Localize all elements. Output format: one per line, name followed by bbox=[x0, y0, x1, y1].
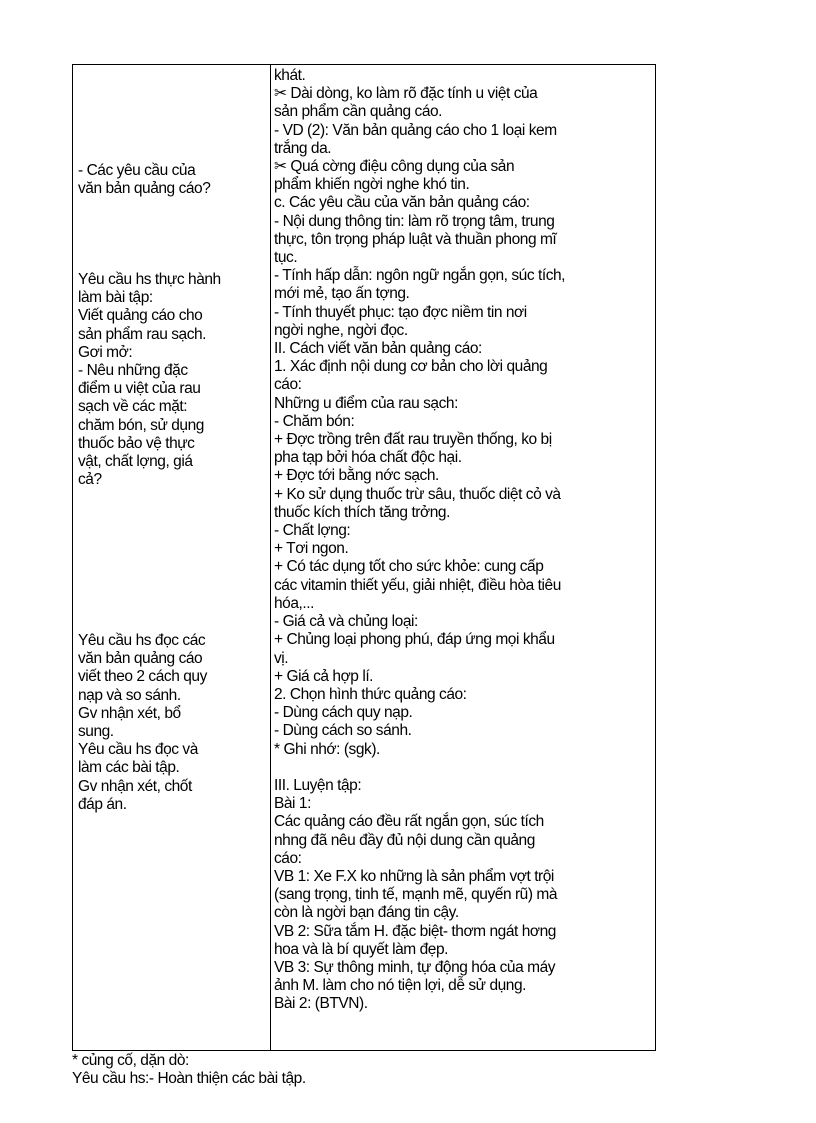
content-text-line: + Đợc trồng trên đất rau truyền thống, ko bị bbox=[274, 431, 552, 449]
left-text-line: Gv nhận xét, chốt bbox=[78, 777, 192, 795]
content-text-line: sản phẩm cần quảng cáo. bbox=[274, 103, 443, 121]
content-text-line: + Chủng loại phong phú, đáp ứng mọi khẩu bbox=[274, 631, 555, 649]
teacher-activities-column bbox=[73, 65, 269, 1050]
lesson-content-column bbox=[274, 67, 654, 1014]
content-text-line: - Nội dung thông tin: làm rõ trọng tâm, trung bbox=[274, 212, 555, 230]
content-text-line: pha tạp bởi hóa chất độc hại. bbox=[274, 449, 462, 467]
lesson-table bbox=[72, 64, 656, 1051]
content-text-line: - Dùng cách quy nạp. bbox=[274, 704, 413, 722]
column-divider bbox=[270, 65, 271, 1050]
content-text-line: + Giá cả hợp lí. bbox=[274, 667, 374, 685]
left-text-line: cả? bbox=[78, 471, 102, 489]
content-text-line: - Tính thuyết phục: tạo đợc niềm tin nơi bbox=[274, 303, 527, 321]
left-text-line: sạch về các mặt: bbox=[78, 398, 188, 416]
content-text-line: trắng da. bbox=[274, 139, 332, 157]
content-text-line: VB 2: Sữa tắm H. đặc biệt- thơm ngát hơng bbox=[274, 922, 556, 940]
content-text-line: ảnh M. làm cho nó tiện lợi, dễ sử dụng. bbox=[274, 977, 526, 995]
content-text-line bbox=[274, 759, 654, 777]
left-text-line: Yêu cầu hs đọc và bbox=[78, 741, 198, 759]
left-text-line: Viết quảng cáo cho bbox=[78, 307, 203, 325]
left-block-review bbox=[78, 632, 268, 814]
left-text-line: vật, chất lợng, giá bbox=[78, 453, 193, 471]
left-text-line: - Nêu những đặc bbox=[78, 362, 188, 380]
left-text-line: Gv nhận xét, bổ bbox=[78, 704, 181, 722]
content-text-line: + Đợc tới bằng nớc sạch. bbox=[274, 467, 439, 485]
content-text-line: Những u điểm của rau sạch: bbox=[274, 394, 458, 412]
left-text-line: chăm bón, sử dụng bbox=[78, 416, 204, 434]
left-text-line: đáp án. bbox=[78, 795, 127, 813]
left-block-practice bbox=[78, 271, 268, 489]
left-text-line: nạp và so sánh. bbox=[78, 686, 181, 704]
content-text-line: hoa và là bí quyết làm đẹp. bbox=[274, 940, 448, 958]
content-text-line: - Chăm bón: bbox=[274, 412, 355, 430]
content-text-line: - Tính hấp dẫn: ngôn ngữ ngắn gọn, súc tích, bbox=[274, 267, 566, 285]
content-text-line: Bài 1: bbox=[274, 795, 311, 813]
content-text-line: Bài 2: (BTVN). bbox=[274, 995, 368, 1013]
content-text-line: - Dùng cách so sánh. bbox=[274, 722, 412, 740]
left-text-line: văn bản quảng cáo bbox=[78, 650, 203, 668]
content-text-line: - VD (2): Văn bản quảng cáo cho 1 loại kem bbox=[274, 121, 557, 139]
left-text-line: làm bài tập: bbox=[78, 289, 153, 307]
left-text-line: văn bản quảng cáo? bbox=[78, 180, 211, 198]
content-text-line: VB 3: Sự thông minh, tự động hóa của máy bbox=[274, 958, 556, 976]
content-text-line: thực, tôn trọng pháp luật và thuần phong mĩ bbox=[274, 230, 557, 248]
content-text-line: tục. bbox=[274, 249, 298, 267]
content-text-line: + Ko sử dụng thuốc trừ sâu, thuốc diệt cỏ và bbox=[274, 485, 561, 503]
content-text-line: ✂ Quá cờng điệu công dụng của sản bbox=[274, 158, 515, 176]
content-text-line: - Chất lợng: bbox=[274, 522, 351, 540]
left-text-line: thuốc bảo vệ thực bbox=[78, 434, 195, 452]
content-text-line: III. Luyện tập: bbox=[274, 776, 362, 794]
content-text-line: * Ghi nhớ: (sgk). bbox=[274, 740, 380, 758]
content-text-line: (sang trọng, tinh tế, mạnh mẽ, quyến rũ) mà bbox=[274, 886, 558, 904]
left-text-line: Gơi mở: bbox=[78, 343, 133, 361]
content-text-line: cáo: bbox=[274, 849, 302, 867]
left-text-line: sản phẩm rau sạch. bbox=[78, 325, 207, 343]
footer-notes bbox=[72, 1052, 306, 1088]
content-text-line: khát. bbox=[274, 67, 306, 84]
content-text-line: 2. Chọn hình thức quảng cáo: bbox=[274, 685, 467, 703]
left-text-line: Yêu cầu hs đọc các bbox=[78, 632, 206, 649]
footer-text-line: Yêu cầu hs:- Hoàn thiện các bài tập. bbox=[72, 1070, 306, 1087]
content-text-line: vị. bbox=[274, 649, 289, 667]
content-text-line: II. Cách viết văn bản quảng cáo: bbox=[274, 340, 482, 358]
content-text-line: cáo: bbox=[274, 376, 302, 394]
content-text-line: các vitamin thiết yếu, giải nhiệt, điều hòa tiêu bbox=[274, 576, 561, 594]
left-text-line: làm các bài tập. bbox=[78, 759, 180, 777]
content-text-line: + Tơi ngon. bbox=[274, 540, 349, 558]
content-text-line: còn là ngời bạn đáng tin cậy. bbox=[274, 904, 459, 922]
content-text-line: nhng đã nêu đầy đủ nội dung cần quảng bbox=[274, 831, 535, 849]
left-text-line: Yêu cầu hs thực hành bbox=[78, 271, 221, 288]
content-text-line: - Giá cả và chủng loại: bbox=[274, 613, 418, 631]
content-text-line: ✂ Dài dòng, ko làm rõ đặc tính u việt của bbox=[274, 85, 538, 103]
left-block-requirements bbox=[78, 162, 268, 198]
left-text-line: viết theo 2 cách quy bbox=[78, 668, 207, 686]
content-text-line: Các quảng cáo đều rất ngắn gọn, súc tích bbox=[274, 813, 544, 831]
content-text-line: 1. Xác định nội dung cơ bản cho lời quảng bbox=[274, 358, 548, 376]
left-text-line: - Các yêu cầu của bbox=[78, 162, 196, 179]
content-text-line: ngời nghe, ngời đọc. bbox=[274, 321, 408, 339]
content-text-line: thuốc kích thích tăng trởng. bbox=[274, 503, 450, 521]
left-text-line: sung. bbox=[78, 723, 114, 741]
footer-text-line: * củng cố, dặn dò: bbox=[72, 1052, 189, 1069]
content-text-line: hóa,... bbox=[274, 594, 314, 612]
content-text-line: + Có tác dụng tốt cho sức khỏe: cung cấp bbox=[274, 558, 544, 576]
content-text-line: mới mẻ, tạo ấn tợng. bbox=[274, 285, 410, 303]
content-text-line: phẩm khiến ngời nghe khó tin. bbox=[274, 176, 470, 194]
left-text-line: điểm u việt của rau bbox=[78, 380, 201, 398]
content-text-line: VB 1: Xe F.X ko những là sản phẩm vợt trội bbox=[274, 867, 554, 885]
content-text-line: c. Các yêu cầu của văn bản quảng cáo: bbox=[274, 194, 530, 212]
